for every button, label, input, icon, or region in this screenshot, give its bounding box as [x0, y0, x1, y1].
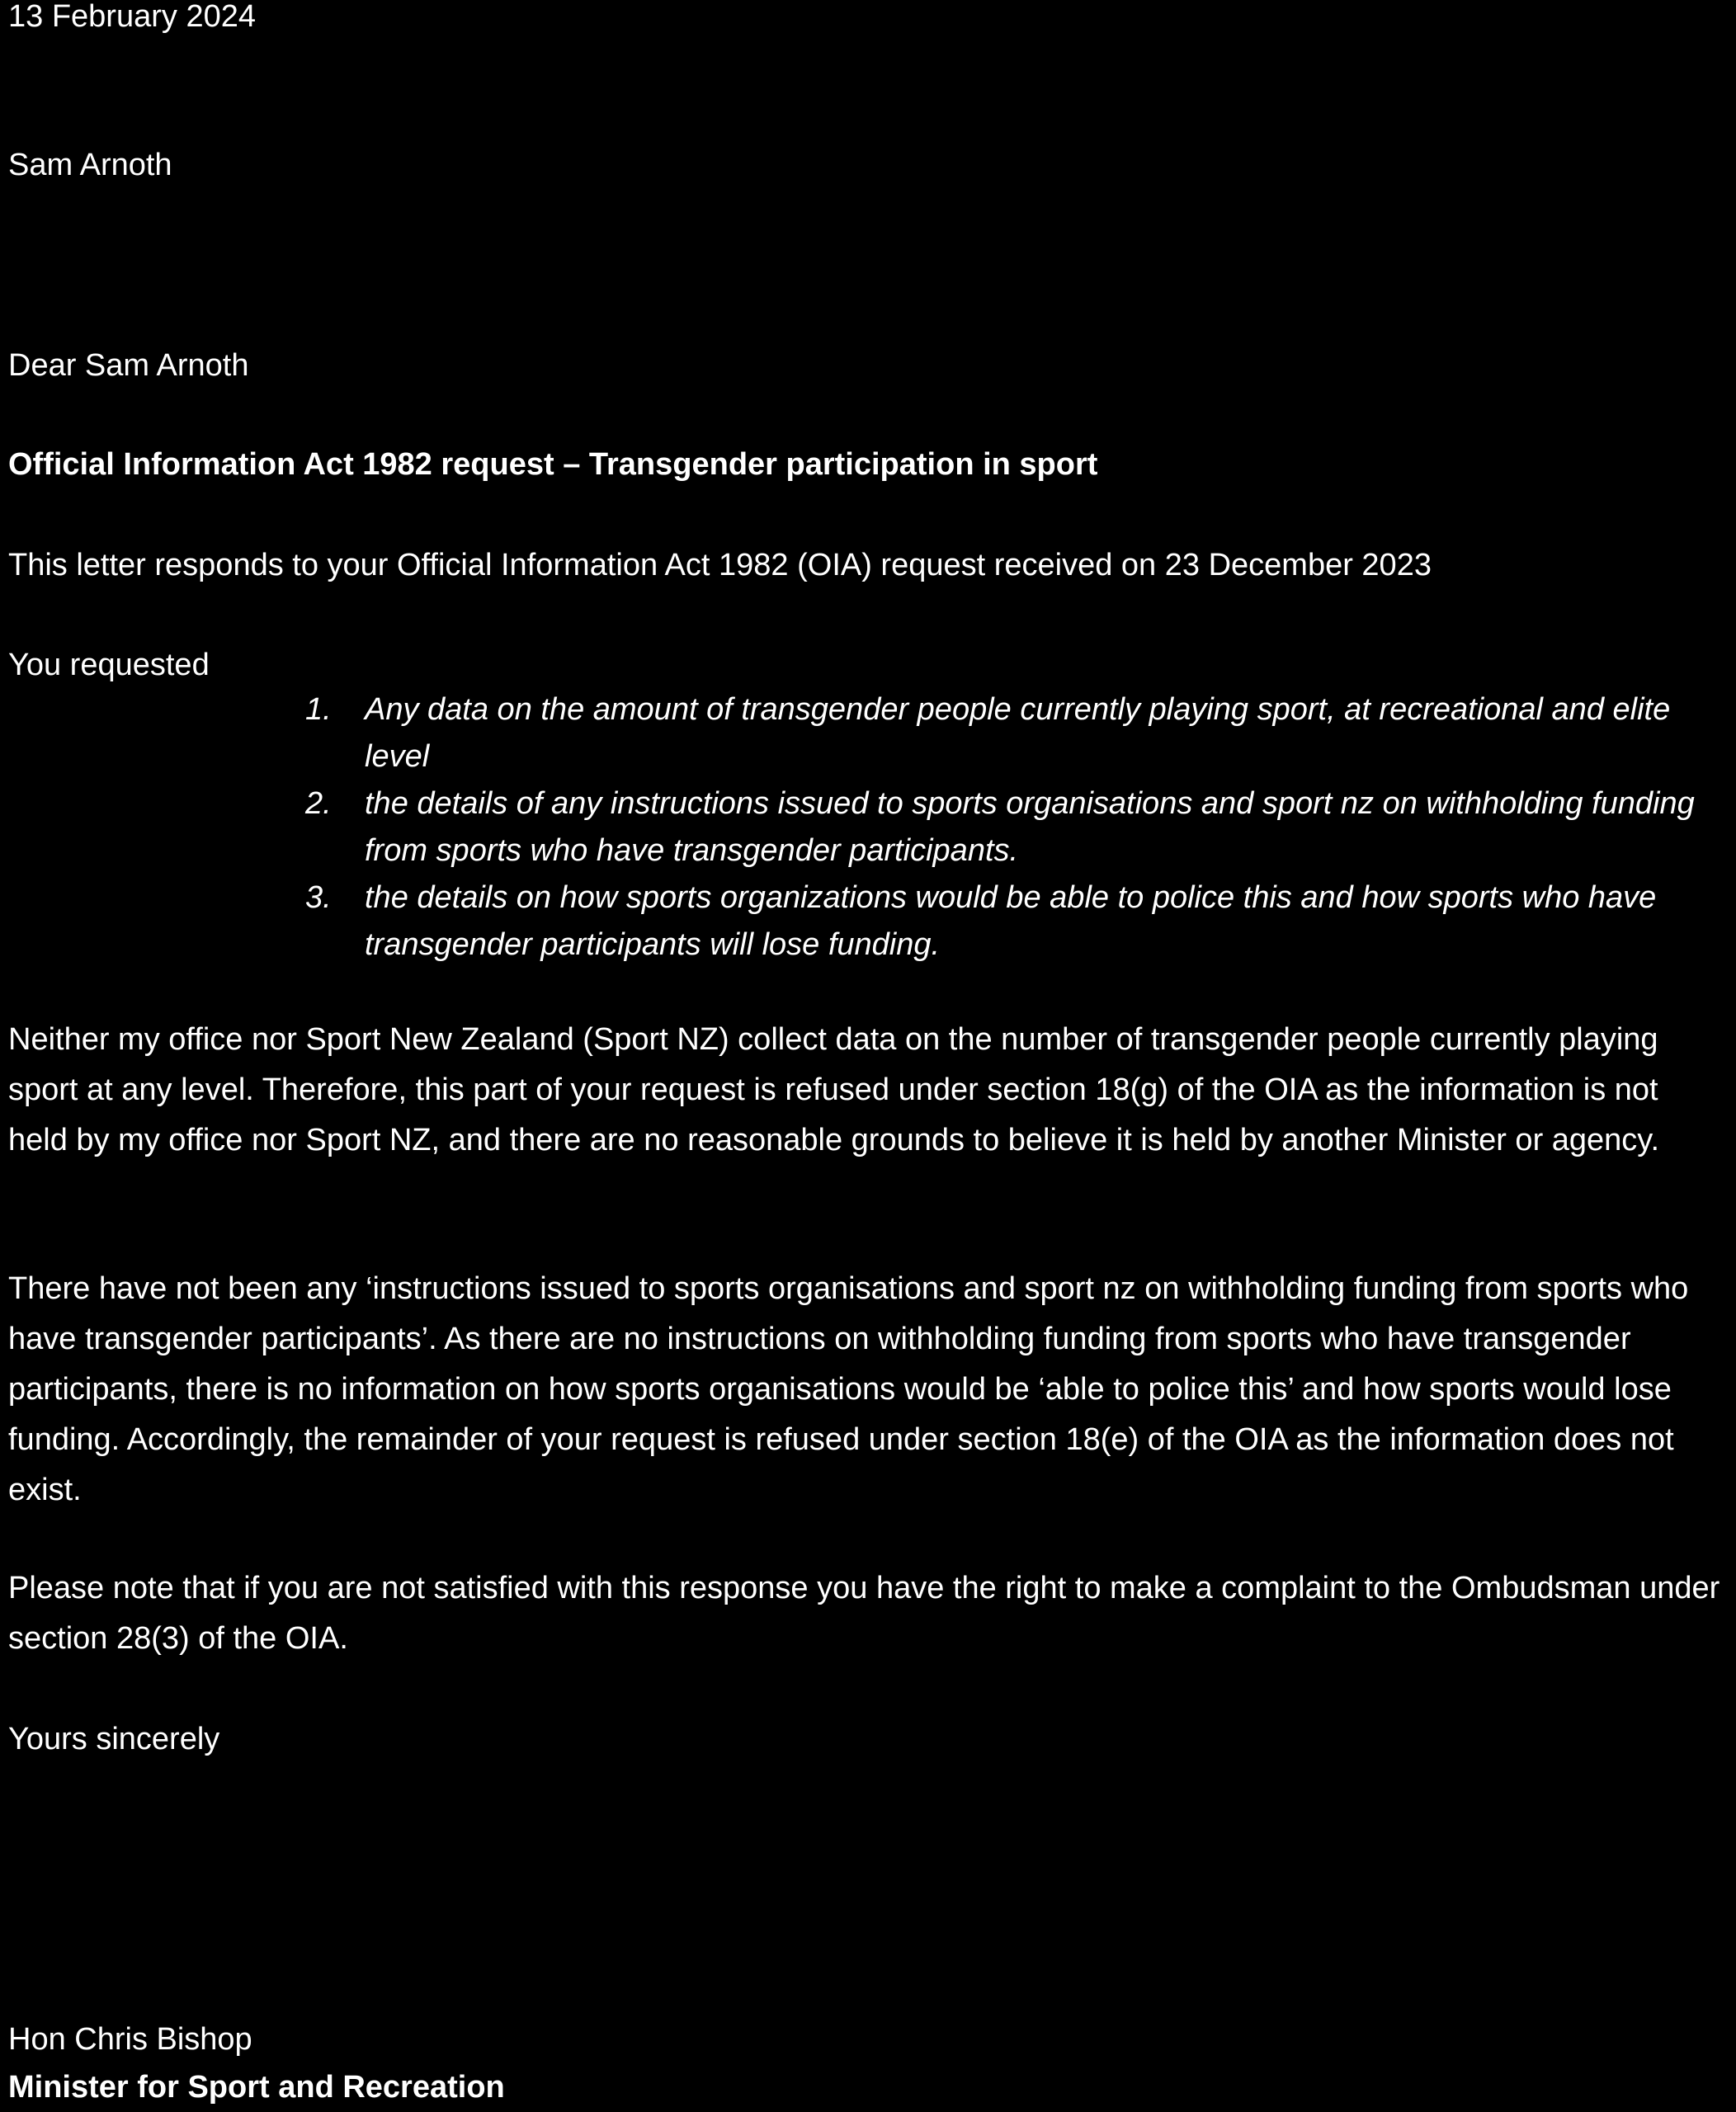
- response-paragraph-data: Neither my office nor Sport New Zealand (Sport NZ) collect data on the number of transgender people currently playing sport at any level. Therefore, this part of your request is refused under section 18(g) of the OIA as the information is not held by my office nor Sport NZ, and there are no reasonable grounds to believe it is held by another Minister or agency.: [8, 1022, 1660, 1157]
- salutation: Dear Sam Arnoth: [8, 348, 249, 383]
- request-item: [305, 780, 1724, 874]
- request-number: 3.: [305, 880, 332, 915]
- request-number: 1.: [305, 692, 332, 727]
- closing: Yours sincerely: [8, 1722, 220, 1756]
- signatory-title: Minister for Sport and Recreation: [8, 2070, 505, 2105]
- request-text: the details of any instructions issued to sports organisations and sport nz on withholding funding from sports who have transgender participants.: [365, 786, 1695, 868]
- request-item: [305, 874, 1724, 969]
- intro-paragraph: This letter responds to your Official Information Act 1982 (OIA) request received on 23 December 2023: [8, 548, 1432, 582]
- response-paragraph-instructions: There have not been any ‘instructions issued to sports organisations and sport nz on withholding funding from sports who have transgender participants’. As there are no instructions on withholding funding from sports who have transgender participants, there is no information on how sports organisations would be ‘able to police this’ and how sports would lose funding. Accordingly, the remainder of your request is refused under section 18(e) of the OIA as the information does not exist.: [8, 1271, 1689, 1507]
- subject-heading: Official Information Act 1982 request – Transgender participation in sport: [8, 447, 1098, 482]
- request-text: the details on how sports organizations would be able to police this and how sports who have transgender participants will lose funding.: [365, 880, 1657, 962]
- requested-label: You requested: [8, 648, 210, 682]
- ombudsman-paragraph: Please note that if you are not satisfied with this response you have the right to make a complaint to the Ombudsman under section 28(3) of the OIA.: [8, 1571, 1720, 1656]
- request-list: [305, 686, 1724, 969]
- signatory-name: Hon Chris Bishop: [8, 2022, 252, 2057]
- recipient-name: Sam Arnoth: [8, 148, 172, 182]
- request-item: [305, 686, 1724, 780]
- request-number: 2.: [305, 786, 332, 821]
- request-text: Any data on the amount of transgender people currently playing sport, at recreational and elite level: [365, 692, 1671, 774]
- letter-date: 13 February 2024: [8, 0, 256, 34]
